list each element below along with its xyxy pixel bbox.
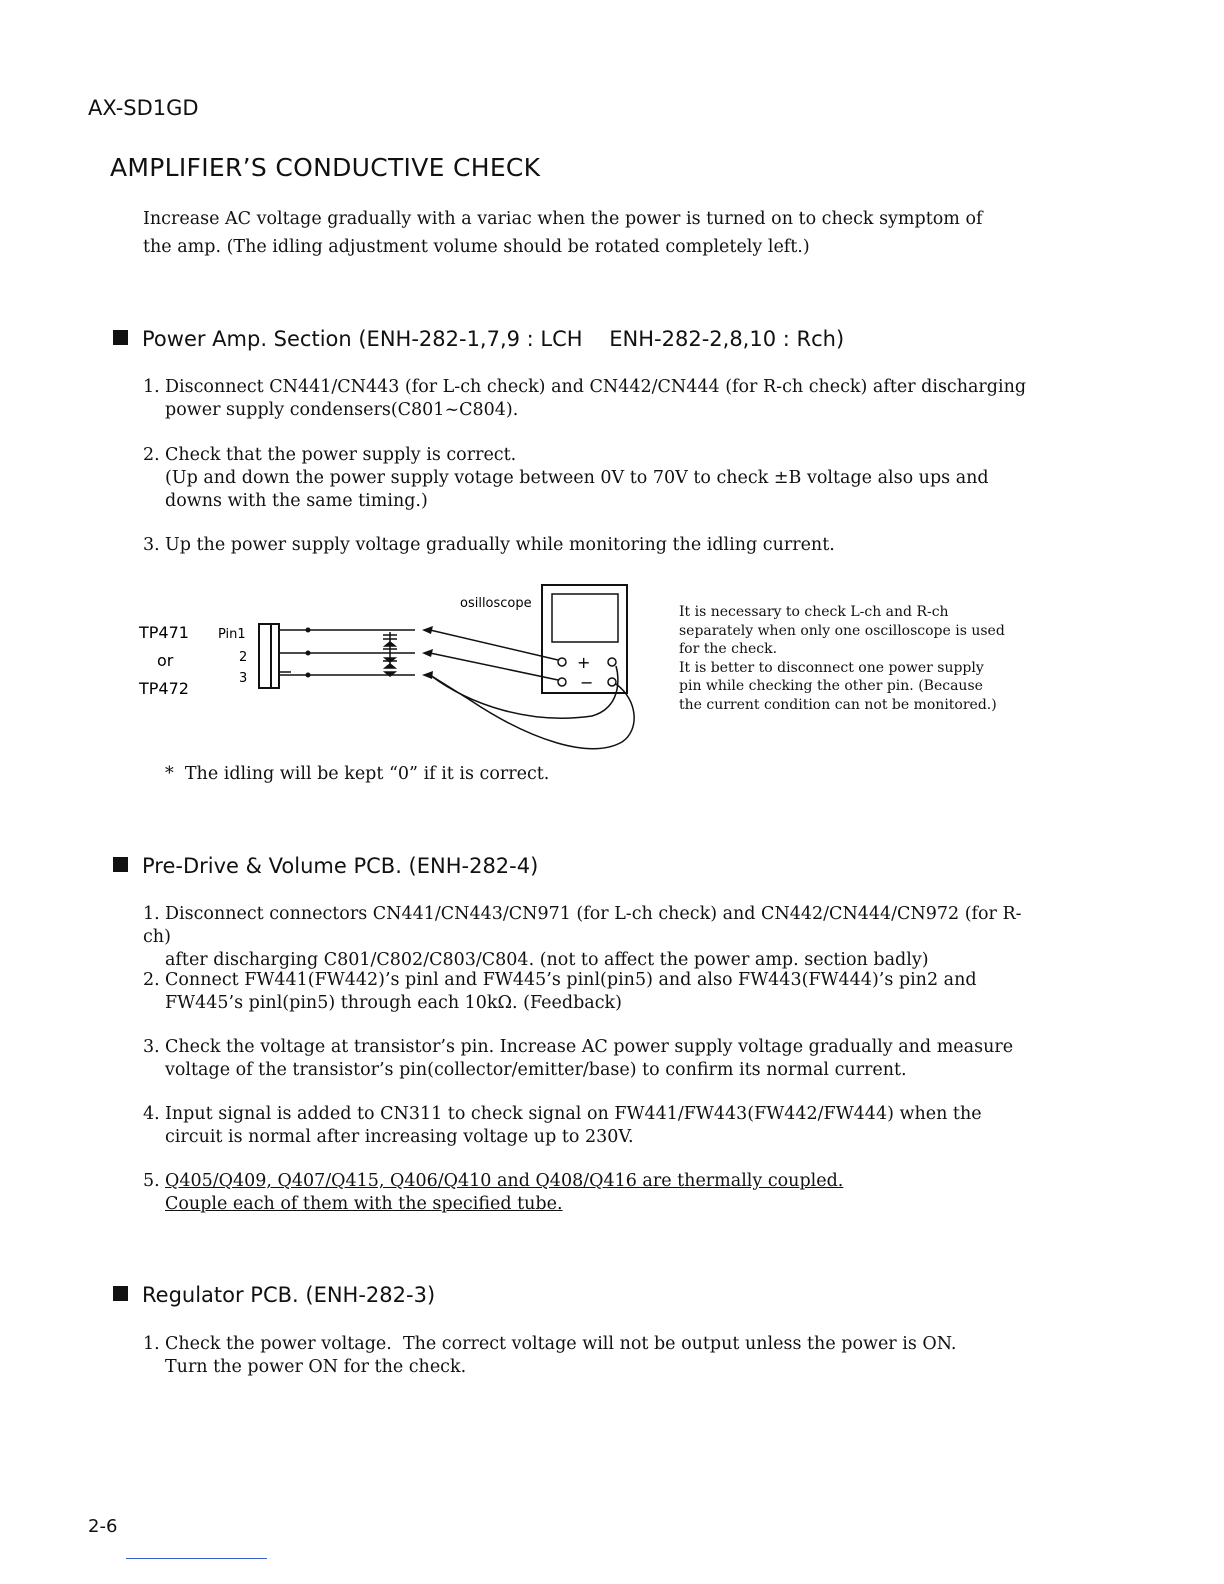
section-heading-text: Pre-Drive & Volume PCB. (ENH-282-4) [142, 854, 539, 878]
oscilloscope-screen [552, 594, 618, 642]
pin1-label: Pin1 [218, 627, 246, 642]
list-item [143, 1333, 1043, 1379]
item-line: Check that the power supply is correct. [165, 445, 517, 465]
list-item [143, 1170, 1043, 1216]
item-line: power supply condensers(C801~C804). [165, 400, 519, 420]
item-number: 4. [143, 1104, 160, 1124]
bullet-square-icon [113, 857, 128, 872]
item-line: (Up and down the power supply votage between 0V to 70V to check ±B voltage also ups and [165, 468, 989, 488]
item-line: downs with the same timing.) [165, 491, 428, 511]
item-number: 2. [143, 445, 160, 465]
probe-wires [430, 630, 634, 749]
list-item [143, 969, 1043, 1015]
footer-rule [126, 1558, 267, 1559]
section-heading-power-amp [113, 327, 844, 351]
idling-footnote: * The idling will be kept “0” if it is correct. [165, 764, 550, 784]
note-line: It is necessary to check L-ch and R-ch [679, 604, 949, 620]
pin2-dot [306, 651, 311, 656]
pin2-label: 2 [239, 650, 248, 665]
model-number: AX-SD1GD [88, 96, 199, 120]
minus-sign: − [580, 673, 594, 692]
item-line: Check the power voltage. The correct voltage will not be output unless the power is ON. [165, 1334, 957, 1354]
tp471-label: TP471 [139, 623, 189, 642]
item-number: 3. [143, 535, 160, 555]
item-line: Input signal is added to CN311 to check signal on FW441/FW443(FW442/FW444) when the [165, 1104, 982, 1124]
pin3-dot [306, 673, 311, 678]
page-title: AMPLIFIER’S CONDUCTIVE CHECK [110, 153, 541, 182]
item-number: 5. [143, 1171, 160, 1191]
intro-line-1: Increase AC voltage gradually with a variac when the power is turned on to check symptom of [143, 209, 983, 229]
pin1-dot [306, 628, 311, 633]
item-line: Connect FW441(FW442)’s pinl and FW445’s pinl(pin5) and also FW443(FW444)’s pin2 and [165, 970, 977, 990]
item-line: Turn the power ON for the check. [165, 1357, 467, 1377]
item-number: 2. [143, 970, 160, 990]
intro-line-2: the amp. (The idling adjustment volume should be rotated completely left.) [143, 237, 810, 257]
note-line: separately when only one oscilloscope is used [679, 622, 1005, 639]
probe-terminal-plus-right [608, 658, 616, 666]
note-line: for the check. [679, 641, 778, 657]
probe-clip-markers [383, 632, 397, 676]
oscilloscope-label: osilloscope [460, 596, 532, 611]
item-line: FW445’s pinl(pin5) through each 10kΩ. (Feedback) [165, 993, 622, 1013]
page-number: 2-6 [88, 1516, 118, 1537]
connector-pin-lead [279, 628, 291, 672]
bullet-square-icon [113, 1286, 128, 1301]
bullet-square-icon [113, 330, 128, 345]
section-heading-pre-drive [113, 854, 538, 878]
probe-arrow-icons [422, 626, 433, 679]
list-item [143, 534, 1043, 557]
probe-terminal-minus-right [608, 678, 616, 686]
plus-sign: + [577, 653, 591, 672]
item-line: Check the voltage at transistor’s pin. Increase AC power supply voltage gradually and measure [165, 1037, 1014, 1057]
connector-body [271, 624, 279, 688]
item-line: Up the power supply voltage gradually while monitoring the idling current. [165, 535, 835, 555]
list-item [143, 1103, 1043, 1149]
list-item [143, 903, 1043, 972]
item-line: voltage of the transistor’s pin(collector/emitter/base) to confirm its normal current. [165, 1060, 907, 1080]
probe-terminal-plus [558, 658, 566, 666]
item-line-underlined: Q405/Q409, Q407/Q415, Q406/Q410 and Q408/Q416 are thermally coupled. [165, 1171, 844, 1191]
item-line: after discharging C801/C802/C803/C804. (not to affect the power amp. section badly) [165, 950, 929, 970]
item-number: 1. [143, 1334, 160, 1354]
or-label: or [157, 651, 174, 670]
section-heading-text: Regulator PCB. (ENH-282-3) [142, 1283, 436, 1307]
item-line: circuit is normal after increasing voltage up to 230V. [165, 1127, 634, 1147]
list-item [143, 376, 1043, 422]
list-item [143, 444, 1043, 513]
list-item [143, 1036, 1043, 1082]
item-number: 1. [143, 904, 160, 924]
item-line [143, 1193, 1043, 1216]
item-line-underlined: Couple each of them with the specified tube. [165, 1194, 563, 1214]
connector-outline [259, 624, 271, 688]
item-line: Disconnect CN441/CN443 (for L-ch check) and CN442/CN444 (for R-ch check) after discharging [165, 377, 1027, 397]
note-line: the current condition can not be monitored.) [679, 696, 997, 713]
section-heading-text: Power Amp. Section (ENH-282-1,7,9 : LCH ENH-282-2,8,10 : Rch) [142, 327, 845, 351]
pin3-label: 3 [239, 671, 248, 686]
item-number: 1. [143, 377, 160, 397]
note-line: pin while checking the other pin. (Because [679, 678, 983, 694]
intro-paragraph [143, 205, 1023, 261]
section-heading-regulator [113, 1283, 435, 1307]
tp472-label: TP472 [139, 679, 189, 698]
probe-terminal-minus [558, 678, 566, 686]
item-line: Disconnect connectors CN441/CN443/CN971 (for L-ch check) and CN442/CN444/CN972 (for R-ch) [143, 904, 1022, 947]
diagram-note [679, 603, 1019, 714]
item-number: 3. [143, 1037, 160, 1057]
idling-current-diagram [130, 580, 660, 760]
note-line: It is better to disconnect one power supply [679, 659, 984, 676]
